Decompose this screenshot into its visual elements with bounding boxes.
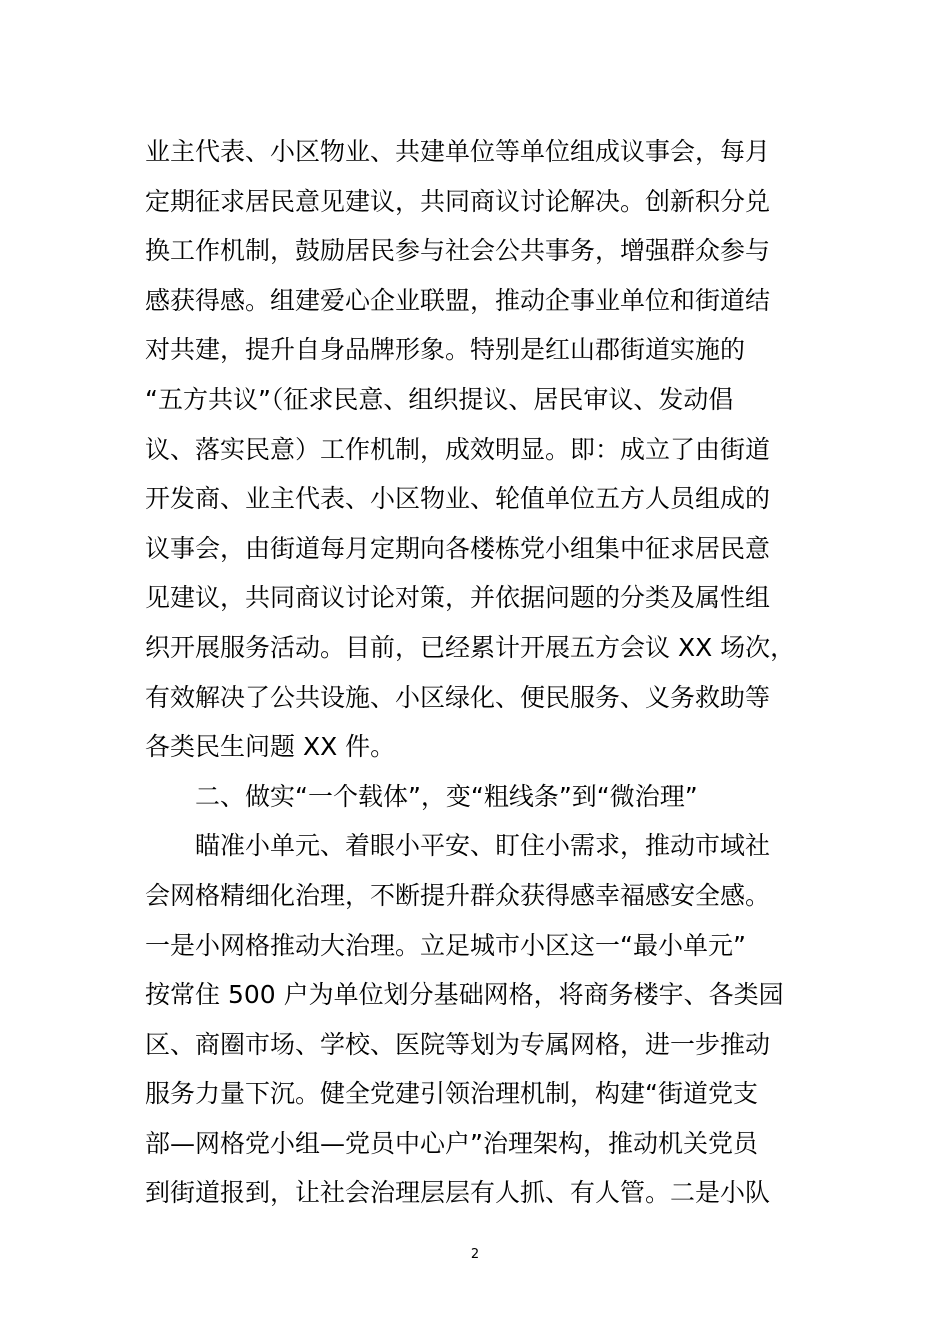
text-line: 各类民生问题 XX 件。 [145, 732, 396, 762]
text-line: 服务力量下沉。健全党建引领治理机制，构建“街道党支 [145, 1079, 758, 1109]
text-line: 议事会，由街道每月定期向各楼栋党小组集中征求居民意 [145, 533, 771, 563]
text-line: 对共建，提升自身品牌形象。特别是红山郡街道实施的 [145, 335, 746, 365]
text-line: 见建议，共同商议讨论对策，并依据问题的分类及属性组 [145, 583, 771, 613]
text-line: 按常住 500 户为单位划分基础网格，将商务楼宇、各类园 [145, 980, 784, 1010]
text-line: 业主代表、小区物业、共建单位等单位组成议事会，每月 [145, 137, 771, 166]
section-heading: 二、做实“一个载体”，变“粗线条”到“微治理” [195, 781, 698, 811]
text-line: 定期征求居民意见建议，共同商议讨论解决。创新积分兑 [145, 186, 771, 216]
text-line: 感获得感。组建爱心企业联盟，推动企事业单位和街道结 [145, 285, 771, 315]
text-line: 有效解决了公共设施、小区绿化、便民服务、义务救助等 [145, 682, 771, 712]
body-text [145, 127, 815, 1218]
text-line: 换工作机制，鼓励居民参与社会公共事务，增强群众参与 [145, 236, 771, 266]
text-line: 部—网格党小组—党员中心户”治理架构，推动机关党员 [145, 1128, 758, 1158]
page-number: 2 [470, 1247, 480, 1262]
text-line: 议、落实民意）工作机制，成效明显。即：成立了由街道 [145, 434, 771, 464]
text-line: 会网格精细化治理，不断提升群众获得感幸福感安全感。 [145, 880, 771, 910]
text-line: 织开展服务活动。目前，已经累计开展五方会议 XX 场次， [145, 632, 796, 662]
text-line: 区、商圈市场、学校、医院等划为专属网格，进一步推动 [145, 1029, 771, 1059]
paragraph-start-line: 瞄准小单元、着眼小平安、盯住小需求，推动市域社 [195, 831, 771, 861]
text-line: 一是小网格推动大治理。立足城市小区这一“最小单元” [145, 930, 746, 960]
text-line: 开发商、业主代表、小区物业、轮值单位五方人员组成的 [145, 484, 771, 514]
text-line: “五方共议”（征求民意、组织提议、居民审议、发动倡 [145, 384, 734, 414]
text-line: 到街道报到，让社会治理层层有人抓、有人管。二是小队 [145, 1178, 771, 1208]
